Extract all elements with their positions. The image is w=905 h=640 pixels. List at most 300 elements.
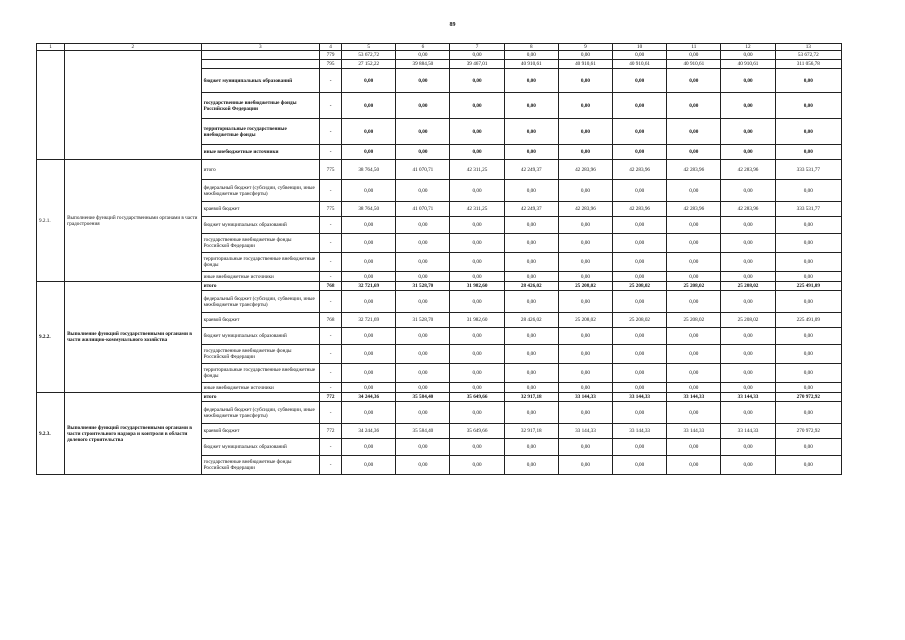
value-cell: 0,00 [450, 180, 504, 202]
value-cell: 0,00 [396, 291, 450, 313]
funding-source-cell: итого [201, 393, 319, 402]
value-cell: 0,00 [342, 383, 396, 393]
value-cell: 0,00 [450, 383, 504, 393]
value-cell: 0,00 [450, 217, 504, 234]
value-cell: 0,00 [450, 145, 504, 160]
value-cell: 42 283,96 [613, 202, 667, 217]
value-cell: 0,00 [450, 328, 504, 345]
value-cell: 0,00 [667, 145, 721, 160]
value-cell: 40 910,61 [558, 60, 612, 69]
value-cell: 0,00 [721, 234, 775, 253]
code-cell: - [320, 272, 342, 282]
value-cell: 0,00 [721, 51, 775, 60]
value-cell: 0,00 [775, 272, 841, 282]
value-cell: 0,00 [775, 328, 841, 345]
value-cell: 0,00 [342, 345, 396, 364]
value-cell: 0,00 [396, 364, 450, 383]
value-cell: 38 764,50 [342, 202, 396, 217]
value-cell: 0,00 [775, 456, 841, 475]
value-cell: 0,00 [775, 253, 841, 272]
value-cell: 33 144,33 [667, 393, 721, 402]
code-cell: 775 [320, 202, 342, 217]
value-cell: 0,00 [613, 402, 667, 424]
value-cell: 42 249,37 [504, 202, 558, 217]
value-cell: 42 283,96 [613, 160, 667, 180]
funding-source-cell: государственные внебюджетные фонды Российской Федерации [201, 234, 319, 253]
value-cell: 0,00 [558, 328, 612, 345]
value-cell: 42 283,96 [667, 160, 721, 180]
value-cell: 0,00 [667, 217, 721, 234]
funding-source-cell: федеральный бюджет (субсидии, субвенции, иные межбюджетные трансферты) [201, 291, 319, 313]
code-cell: 768 [320, 313, 342, 328]
code-cell: 772 [320, 393, 342, 402]
value-cell: 33 144,33 [613, 393, 667, 402]
value-cell: 0,00 [396, 345, 450, 364]
value-cell: 0,00 [396, 93, 450, 119]
value-cell: 0,00 [667, 272, 721, 282]
funding-source-cell: государственные внебюджетные фонды Российской Федерации [201, 93, 319, 119]
value-cell: 333 531,77 [775, 202, 841, 217]
table-row [37, 160, 842, 180]
value-cell: 0,00 [450, 345, 504, 364]
value-cell: 0,00 [396, 119, 450, 145]
value-cell: 0,00 [396, 253, 450, 272]
value-cell: 0,00 [721, 328, 775, 345]
value-cell: 25 208,02 [558, 282, 612, 291]
value-cell: 28 426,02 [504, 313, 558, 328]
value-cell: 39 884,50 [396, 60, 450, 69]
value-cell: 0,00 [613, 456, 667, 475]
value-cell: 333 531,77 [775, 160, 841, 180]
col-header: 5 [342, 44, 396, 51]
value-cell: 0,00 [721, 402, 775, 424]
value-cell: 0,00 [721, 217, 775, 234]
value-cell: 39 467,01 [450, 60, 504, 69]
value-cell: 0,00 [450, 119, 504, 145]
value-cell: 0,00 [342, 93, 396, 119]
value-cell: 0,00 [558, 272, 612, 282]
value-cell: 0,00 [396, 456, 450, 475]
code-cell: - [320, 180, 342, 202]
value-cell: 0,00 [558, 119, 612, 145]
col-header: 2 [65, 44, 202, 51]
value-cell: 0,00 [504, 69, 558, 93]
value-cell: 311 056,78 [775, 60, 841, 69]
value-cell: 0,00 [721, 456, 775, 475]
value-cell: 31 528,70 [396, 282, 450, 291]
code-cell: - [320, 402, 342, 424]
value-cell: 0,00 [613, 383, 667, 393]
value-cell: 0,00 [775, 180, 841, 202]
value-cell: 0,00 [504, 119, 558, 145]
value-cell: 0,00 [396, 145, 450, 160]
value-cell: 0,00 [342, 272, 396, 282]
value-cell: 0,00 [613, 364, 667, 383]
value-cell: 0,00 [667, 364, 721, 383]
value-cell: 0,00 [613, 328, 667, 345]
budget-table [36, 43, 842, 475]
col-header: 13 [775, 44, 841, 51]
value-cell: 0,00 [667, 234, 721, 253]
value-cell: 0,00 [667, 345, 721, 364]
code-cell: 772 [320, 424, 342, 439]
col-header: 6 [396, 44, 450, 51]
value-cell: 42 283,96 [721, 160, 775, 180]
value-cell: 0,00 [721, 345, 775, 364]
funding-source-cell: территориальные государственные внебюджетные фонды [201, 119, 319, 145]
value-cell: 0,00 [775, 234, 841, 253]
value-cell: 0,00 [667, 51, 721, 60]
value-cell: 0,00 [613, 439, 667, 456]
code-cell: - [320, 145, 342, 160]
value-cell: 0,00 [613, 145, 667, 160]
value-cell: 0,00 [558, 51, 612, 60]
value-cell: 42 311,25 [450, 202, 504, 217]
value-cell: 0,00 [342, 456, 396, 475]
value-cell: 33 144,33 [558, 424, 612, 439]
code-cell: 768 [320, 282, 342, 291]
value-cell: 40 910,61 [613, 60, 667, 69]
value-cell: 0,00 [504, 145, 558, 160]
col-header: 10 [613, 44, 667, 51]
value-cell: 0,00 [613, 234, 667, 253]
value-cell: 0,00 [613, 291, 667, 313]
funding-source-cell: итого [201, 160, 319, 180]
value-cell: 33 144,33 [558, 393, 612, 402]
value-cell: 27 152,22 [342, 60, 396, 69]
value-cell: 33 144,33 [667, 424, 721, 439]
value-cell: 0,00 [775, 345, 841, 364]
value-cell: 0,00 [558, 291, 612, 313]
col-header: 7 [450, 44, 504, 51]
col-header: 8 [504, 44, 558, 51]
value-cell: 0,00 [721, 93, 775, 119]
value-cell: 0,00 [667, 119, 721, 145]
value-cell: 0,00 [613, 69, 667, 93]
code-cell: - [320, 253, 342, 272]
value-cell: 0,00 [667, 456, 721, 475]
value-cell: 0,00 [396, 217, 450, 234]
funding-source-cell: иные внебюджетные источники [201, 383, 319, 393]
value-cell: 0,00 [342, 439, 396, 456]
table-row [37, 393, 842, 402]
value-cell: 41 070,71 [396, 202, 450, 217]
value-cell: 0,00 [504, 383, 558, 393]
value-cell: 0,00 [504, 345, 558, 364]
value-cell: 0,00 [775, 291, 841, 313]
funding-source-cell: иные внебюджетные источники [201, 145, 319, 160]
value-cell: 32 917,18 [504, 393, 558, 402]
section-name-cell [65, 51, 202, 160]
value-cell: 0,00 [504, 364, 558, 383]
table-row [37, 282, 842, 291]
value-cell: 35 584,40 [396, 424, 450, 439]
col-header: 1 [37, 44, 65, 51]
value-cell: 0,00 [504, 253, 558, 272]
value-cell: 0,00 [450, 93, 504, 119]
value-cell: 0,00 [342, 119, 396, 145]
value-cell: 33 144,33 [613, 424, 667, 439]
value-cell: 0,00 [504, 328, 558, 345]
value-cell: 0,00 [342, 234, 396, 253]
code-cell: - [320, 291, 342, 313]
code-cell: - [320, 456, 342, 475]
value-cell: 0,00 [450, 402, 504, 424]
value-cell: 34 244,36 [342, 393, 396, 402]
funding-source-cell: государственные внебюджетные фонды Российской Федерации [201, 345, 319, 364]
funding-source-cell: бюджет муниципальных образований [201, 328, 319, 345]
value-cell: 0,00 [667, 291, 721, 313]
section-number-cell: 9.2.3. [37, 393, 65, 475]
value-cell: 0,00 [775, 69, 841, 93]
value-cell: 0,00 [775, 217, 841, 234]
value-cell: 0,00 [721, 291, 775, 313]
code-cell: - [320, 439, 342, 456]
value-cell: 25 208,02 [613, 313, 667, 328]
value-cell: 0,00 [396, 328, 450, 345]
value-cell: 31 982,60 [450, 282, 504, 291]
funding-source-cell: территориальные государственные внебюджетные фонды [201, 364, 319, 383]
value-cell: 225 491,09 [775, 313, 841, 328]
funding-source-cell: федеральный бюджет (субсидии, субвенции, иные межбюджетные трансферты) [201, 180, 319, 202]
funding-source-cell: краевой бюджет [201, 313, 319, 328]
table-body [37, 51, 842, 475]
section-number-cell [37, 51, 65, 160]
code-cell: - [320, 364, 342, 383]
value-cell: 0,00 [775, 93, 841, 119]
page-number: 89 [449, 22, 456, 28]
value-cell: 0,00 [450, 69, 504, 93]
value-cell: 0,00 [342, 402, 396, 424]
value-cell: 0,00 [667, 180, 721, 202]
value-cell: 0,00 [558, 253, 612, 272]
value-cell: 0,00 [558, 345, 612, 364]
value-cell: 33 144,33 [721, 424, 775, 439]
value-cell: 0,00 [396, 69, 450, 93]
value-cell: 0,00 [667, 402, 721, 424]
value-cell: 32 721,69 [342, 313, 396, 328]
value-cell: 0,00 [775, 383, 841, 393]
header-row [37, 44, 842, 51]
funding-source-cell: бюджет муниципальных образований [201, 439, 319, 456]
funding-source-cell: итого [201, 282, 319, 291]
value-cell: 0,00 [558, 69, 612, 93]
funding-source-cell: государственные внебюджетные фонды Российской Федерации [201, 456, 319, 475]
value-cell: 42 283,96 [721, 202, 775, 217]
code-cell: 779 [320, 51, 342, 60]
code-cell: 775 [320, 160, 342, 180]
value-cell: 0,00 [396, 234, 450, 253]
value-cell: 35 649,66 [450, 393, 504, 402]
value-cell: 0,00 [721, 439, 775, 456]
value-cell: 42 249,37 [504, 160, 558, 180]
value-cell: 0,00 [775, 119, 841, 145]
value-cell: 0,00 [721, 383, 775, 393]
value-cell: 0,00 [558, 217, 612, 234]
value-cell: 33 144,33 [721, 393, 775, 402]
value-cell: 0,00 [396, 383, 450, 393]
value-cell: 25 208,02 [613, 282, 667, 291]
value-cell: 0,00 [558, 402, 612, 424]
value-cell: 0,00 [667, 253, 721, 272]
value-cell: 0,00 [775, 439, 841, 456]
value-cell: 0,00 [721, 272, 775, 282]
value-cell: 0,00 [667, 93, 721, 119]
value-cell: 0,00 [721, 69, 775, 93]
section-name-cell: Выполнение функций государственными органами в части градостроения [65, 160, 202, 282]
value-cell: 0,00 [613, 180, 667, 202]
value-cell: 35 649,66 [450, 424, 504, 439]
value-cell: 25 208,02 [667, 282, 721, 291]
value-cell: 0,00 [558, 145, 612, 160]
value-cell: 38 764,50 [342, 160, 396, 180]
funding-source-cell [201, 51, 319, 60]
funding-source-cell: территориальные государственные внебюджетные фонды [201, 253, 319, 272]
code-cell: - [320, 217, 342, 234]
value-cell: 0,00 [450, 272, 504, 282]
value-cell: 0,00 [775, 145, 841, 160]
code-cell: - [320, 345, 342, 364]
value-cell: 0,00 [613, 119, 667, 145]
value-cell: 0,00 [721, 145, 775, 160]
funding-source-cell: бюджет муниципальных образований [201, 217, 319, 234]
value-cell: 0,00 [450, 291, 504, 313]
value-cell: 0,00 [558, 364, 612, 383]
value-cell: 40 910,61 [721, 60, 775, 69]
value-cell: 0,00 [504, 456, 558, 475]
col-header: 3 [201, 44, 319, 51]
value-cell: 0,00 [558, 93, 612, 119]
code-cell: 795 [320, 60, 342, 69]
value-cell: 42 311,25 [450, 160, 504, 180]
col-header: 4 [320, 44, 342, 51]
value-cell: 0,00 [396, 180, 450, 202]
value-cell: 0,00 [667, 383, 721, 393]
value-cell: 0,00 [450, 51, 504, 60]
value-cell: 0,00 [558, 439, 612, 456]
value-cell: 0,00 [504, 234, 558, 253]
value-cell: 0,00 [342, 328, 396, 345]
value-cell: 0,00 [613, 51, 667, 60]
value-cell: 0,00 [396, 51, 450, 60]
value-cell: 0,00 [504, 93, 558, 119]
value-cell: 25 208,02 [558, 313, 612, 328]
funding-source-cell: бюджет муниципальных образований [201, 69, 319, 93]
value-cell: 40 910,61 [504, 60, 558, 69]
code-cell: - [320, 119, 342, 145]
value-cell: 0,00 [721, 180, 775, 202]
value-cell: 40 910,61 [667, 60, 721, 69]
value-cell: 0,00 [613, 345, 667, 364]
value-cell: 0,00 [396, 402, 450, 424]
value-cell: 28 426,02 [504, 282, 558, 291]
section-number-cell: 9.2.1. [37, 160, 65, 282]
value-cell: 0,00 [775, 364, 841, 383]
value-cell: 0,00 [721, 364, 775, 383]
value-cell: 0,00 [450, 456, 504, 475]
value-cell: 0,00 [558, 383, 612, 393]
value-cell: 25 208,02 [667, 313, 721, 328]
table-row [37, 51, 842, 60]
value-cell: 0,00 [450, 234, 504, 253]
value-cell: 42 283,96 [558, 202, 612, 217]
value-cell: 41 070,71 [396, 160, 450, 180]
value-cell: 31 982,60 [450, 313, 504, 328]
funding-source-cell: федеральный бюджет (субсидии, субвенции, иные межбюджетные трансферты) [201, 402, 319, 424]
col-header: 11 [667, 44, 721, 51]
value-cell: 0,00 [450, 253, 504, 272]
value-cell: 0,00 [342, 180, 396, 202]
value-cell: 0,00 [558, 456, 612, 475]
code-cell: - [320, 234, 342, 253]
code-cell: - [320, 383, 342, 393]
value-cell: 0,00 [721, 119, 775, 145]
value-cell: 35 584,40 [396, 393, 450, 402]
value-cell: 0,00 [721, 253, 775, 272]
value-cell: 42 283,96 [667, 202, 721, 217]
code-cell: - [320, 93, 342, 119]
value-cell: 0,00 [342, 217, 396, 234]
value-cell: 0,00 [342, 364, 396, 383]
value-cell: 32 721,69 [342, 282, 396, 291]
funding-source-cell [201, 60, 319, 69]
funding-source-cell: иные внебюджетные источники [201, 272, 319, 282]
value-cell: 0,00 [613, 217, 667, 234]
code-cell: - [320, 69, 342, 93]
value-cell: 0,00 [558, 234, 612, 253]
value-cell: 270 972,92 [775, 393, 841, 402]
value-cell: 0,00 [450, 364, 504, 383]
value-cell: 0,00 [775, 402, 841, 424]
value-cell: 0,00 [558, 180, 612, 202]
value-cell: 0,00 [396, 272, 450, 282]
value-cell: 0,00 [667, 69, 721, 93]
value-cell: 225 491,09 [775, 282, 841, 291]
value-cell: 25 208,02 [721, 282, 775, 291]
value-cell: 0,00 [342, 291, 396, 313]
value-cell: 0,00 [504, 439, 558, 456]
value-cell: 32 917,18 [504, 424, 558, 439]
value-cell: 0,00 [504, 272, 558, 282]
value-cell: 0,00 [504, 291, 558, 313]
value-cell: 34 244,36 [342, 424, 396, 439]
section-number-cell: 9.2.2. [37, 282, 65, 393]
value-cell: 0,00 [613, 253, 667, 272]
value-cell: 0,00 [450, 439, 504, 456]
value-cell: 0,00 [396, 439, 450, 456]
value-cell: 25 208,02 [721, 313, 775, 328]
section-name-cell: Выполнение функций государственными органами в части жилищно-коммунального хозяйства [65, 282, 202, 393]
value-cell: 0,00 [504, 402, 558, 424]
value-cell: 0,00 [613, 93, 667, 119]
value-cell: 53 672,72 [342, 51, 396, 60]
value-cell: 42 283,96 [558, 160, 612, 180]
value-cell: 0,00 [504, 180, 558, 202]
value-cell: 0,00 [504, 51, 558, 60]
value-cell: 0,00 [342, 253, 396, 272]
value-cell: 0,00 [613, 272, 667, 282]
code-cell: - [320, 328, 342, 345]
value-cell: 0,00 [667, 328, 721, 345]
value-cell: 0,00 [504, 217, 558, 234]
col-header: 12 [721, 44, 775, 51]
value-cell: 0,00 [342, 145, 396, 160]
value-cell: 53 672,72 [775, 51, 841, 60]
section-name-cell: Выполнение функций государственными органами в части строительного надзора и контроля в области долевого строительства [65, 393, 202, 475]
funding-source-cell: краевой бюджет [201, 202, 319, 217]
value-cell: 0,00 [667, 439, 721, 456]
value-cell: 31 528,70 [396, 313, 450, 328]
